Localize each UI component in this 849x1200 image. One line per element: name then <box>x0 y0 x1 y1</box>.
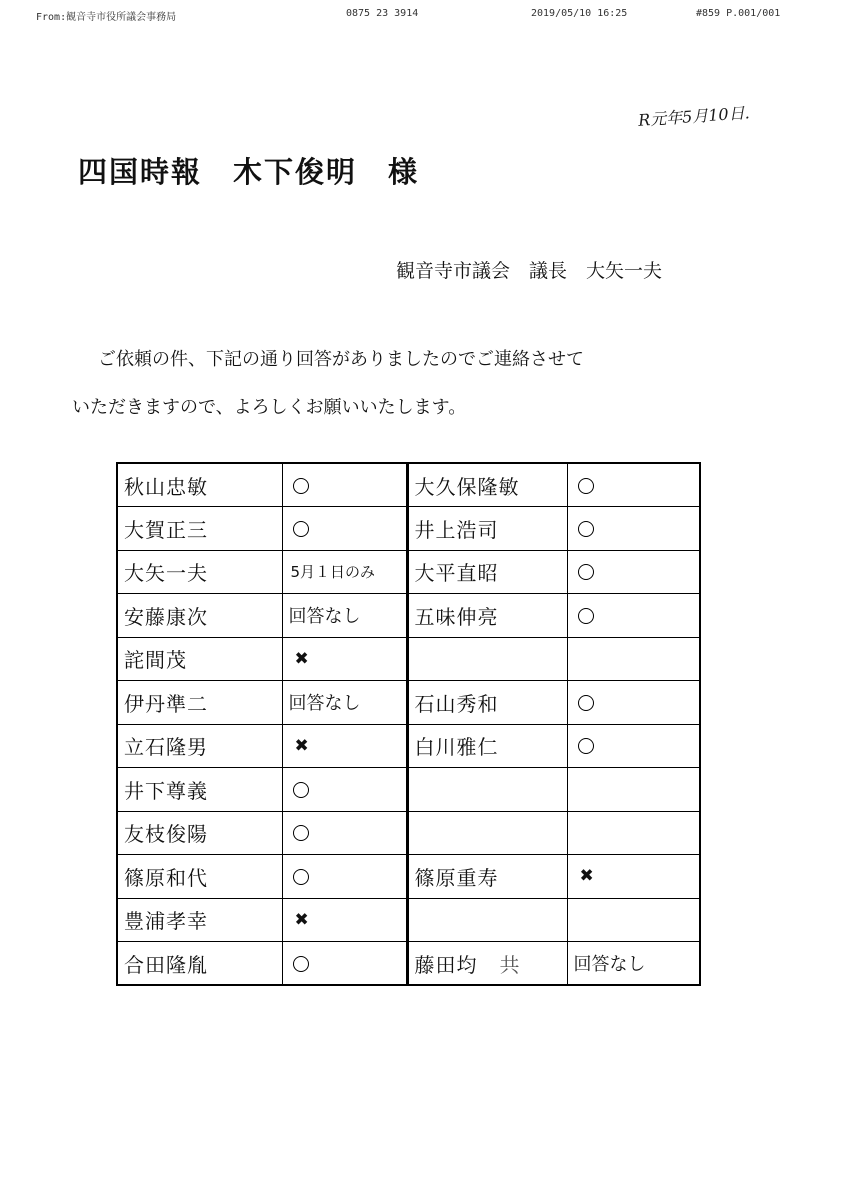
member-name-text: 石山秀和 <box>414 691 499 716</box>
table-row <box>117 942 700 986</box>
attending-circle-icon <box>578 738 594 754</box>
member-response <box>282 898 407 942</box>
table-row <box>117 811 700 855</box>
member-name <box>407 507 567 551</box>
member-name: 秋山忠敏 <box>117 463 282 507</box>
member-response <box>282 550 407 594</box>
recipient-line: 四国時報 木下俊明 様 <box>78 155 420 189</box>
member-response <box>282 768 407 812</box>
attending-circle-icon <box>578 695 594 711</box>
member-response <box>282 507 407 551</box>
attending-circle-icon <box>578 608 594 624</box>
member-response <box>567 507 700 551</box>
member-response <box>282 855 407 899</box>
member-name: 詫間茂 <box>117 637 282 681</box>
member-name-text: 大久保隆敏 <box>414 474 520 499</box>
member-name: 合田隆胤 <box>117 942 282 986</box>
member-response <box>567 811 700 855</box>
attending-circle-icon <box>293 521 309 537</box>
member-name <box>407 942 567 986</box>
member-name-text: 井上浩司 <box>414 517 499 542</box>
member-response <box>282 594 407 638</box>
member-name: 伊丹準二 <box>117 681 282 725</box>
member-response <box>567 898 700 942</box>
member-name-text: 藤田均 <box>414 952 478 977</box>
absent-cross-icon: ✖ <box>579 866 594 887</box>
body-line-2: いただきますので、よろしくお願いいたします。 <box>72 397 467 418</box>
fax-datetime: 2019/05/10 16:25 <box>531 8 628 19</box>
table-row <box>117 855 700 899</box>
member-name: 豊浦孝幸 <box>117 898 282 942</box>
attending-circle-icon <box>293 869 309 885</box>
fax-page-number: #859 P.001/001 <box>696 8 781 19</box>
response-text: 5月１日のみ <box>290 563 376 582</box>
member-response <box>567 463 700 507</box>
attending-circle-icon <box>293 825 309 841</box>
member-name: 大矢一夫 <box>117 550 282 594</box>
table-row <box>117 681 700 725</box>
member-name: 篠原和代 <box>117 855 282 899</box>
member-name <box>407 681 567 725</box>
member-name <box>407 855 567 899</box>
member-name: 立石隆男 <box>117 724 282 768</box>
table-row <box>117 898 700 942</box>
member-name <box>407 594 567 638</box>
absent-cross-icon: ✖ <box>294 648 309 669</box>
member-name: 大賀正三 <box>117 507 282 551</box>
table-row <box>117 637 700 681</box>
attendance-table <box>116 462 701 986</box>
member-response <box>282 637 407 681</box>
absent-cross-icon: ✖ <box>294 909 309 930</box>
member-response <box>567 942 700 986</box>
member-response <box>567 724 700 768</box>
member-name-text: 篠原重寿 <box>414 865 499 890</box>
member-response <box>567 681 700 725</box>
attending-circle-icon <box>578 478 594 494</box>
member-response <box>282 463 407 507</box>
attending-circle-icon <box>293 478 309 494</box>
table-row <box>117 724 700 768</box>
member-name <box>407 768 567 812</box>
table-row <box>117 594 700 638</box>
member-name <box>407 898 567 942</box>
member-response <box>567 594 700 638</box>
member-name: 井下尊義 <box>117 768 282 812</box>
body-line-1 <box>72 336 712 384</box>
handwritten-note: 共 <box>499 952 521 977</box>
member-name-text: 大平直昭 <box>414 561 499 586</box>
fax-phone: 0875 23 3914 <box>346 8 419 19</box>
member-response <box>282 942 407 986</box>
member-response <box>282 724 407 768</box>
member-name: 安藤康次 <box>117 594 282 638</box>
handwritten-date: R元年5月10日. <box>637 103 751 130</box>
body-line-1-text: ご依頼の件、下記の通り回答がありましたのでご連絡させて <box>98 349 584 370</box>
member-name: 友枝俊陽 <box>117 811 282 855</box>
member-response <box>567 768 700 812</box>
response-text: 回答なし <box>573 954 646 975</box>
sender-line: 観音寺市議会 議長 大矢一夫 <box>396 260 663 282</box>
table-row <box>117 550 700 594</box>
response-text: 回答なし <box>288 693 361 715</box>
table-row <box>117 463 700 507</box>
member-name <box>407 463 567 507</box>
member-response <box>567 637 700 681</box>
fax-header <box>36 8 816 24</box>
member-name <box>407 550 567 594</box>
attending-circle-icon <box>578 521 594 537</box>
fax-from: From:観音寺市役所議会事務局 <box>36 12 177 23</box>
member-name <box>407 724 567 768</box>
member-response <box>567 855 700 899</box>
absent-cross-icon: ✖ <box>294 735 309 756</box>
member-response <box>282 811 407 855</box>
attending-circle-icon <box>578 564 594 580</box>
attending-circle-icon <box>293 956 309 972</box>
member-name-text: 五味伸亮 <box>414 604 499 629</box>
member-response <box>282 681 407 725</box>
table-row <box>117 507 700 551</box>
member-response <box>567 550 700 594</box>
member-name <box>407 637 567 681</box>
member-name-text: 白川雅仁 <box>414 735 499 760</box>
member-name <box>407 811 567 855</box>
table-row <box>117 768 700 812</box>
response-text: 回答なし <box>288 606 361 628</box>
attending-circle-icon <box>293 782 309 798</box>
body-paragraph <box>72 336 712 432</box>
